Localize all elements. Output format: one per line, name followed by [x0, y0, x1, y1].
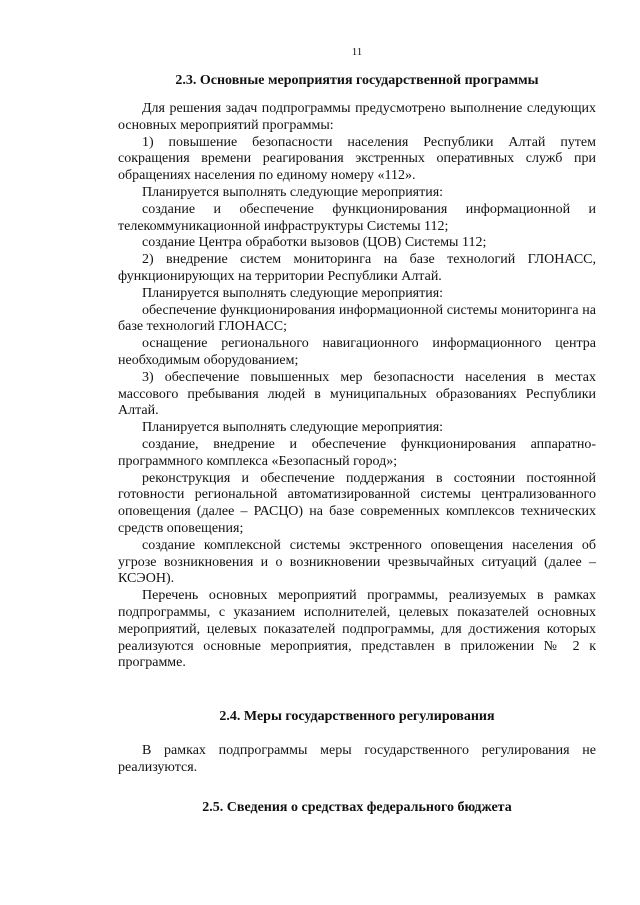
paragraph: реконструкция и обеспечение поддержания в состоянии постоянной готовности региональной автоматизированной системы централизованного оповещения (далее – РАСЦО) на базе современных комплексов технических средств оповещения;: [118, 470, 596, 536]
section-2-5-title: 2.5. Сведения о средствах федерального бюджета: [202, 800, 512, 815]
paragraph: создание комплексной системы экстренного оповещения населения об угрозе возникновения и о возникновении чрезвычайных ситуаций (далее – КСЭОН).: [118, 537, 596, 587]
section-2-3-body: [118, 101, 596, 672]
paragraph: обеспечение функционирования информационной системы мониторинга на базе технологий ГЛОНАСС;: [118, 302, 596, 335]
paragraph: Для решения задач подпрограммы предусмотрено выполнение следующих основных мероприятий программы:: [118, 101, 596, 133]
page-number: 11: [351, 46, 363, 58]
paragraph: создание, внедрение и обеспечение функционирования аппаратно-программного комплекса «Безопасный город»;: [118, 436, 596, 469]
section-2-4-body: [118, 743, 596, 777]
paragraph: Планируется выполнять следующие мероприятия:: [142, 285, 444, 301]
paragraph: 1) повышение безопасности населения Республики Алтай путем сокращения времени реагирования экстренных оперативных служб при обращениях населения по единому номеру «112».: [118, 134, 596, 184]
paragraph: создание и обеспечение функционирования информационной и телекоммуникационной инфраструктуры Системы 112;: [118, 201, 596, 234]
paragraph: В рамках подпрограммы меры государственного регулирования не реализуются.: [118, 743, 596, 775]
paragraph: оснащение регионального навигационного информационного центра необходимым оборудованием;: [118, 336, 596, 368]
paragraph: создание Центра обработки вызовов (ЦОВ) Системы 112;: [142, 235, 487, 251]
paragraph: 2) внедрение систем мониторинга на базе технологий ГЛОНАСС, функционирующих на территории Республики Алтай.: [118, 252, 596, 284]
section-2-4-title: 2.4. Меры государственного регулирования: [219, 709, 495, 724]
paragraph: Планируется выполнять следующие мероприятия:: [142, 420, 444, 436]
section-2-3-title: 2.3. Основные мероприятия государственной программы: [175, 73, 539, 88]
paragraph: 3) обеспечение повышенных мер безопасности населения в местах массового пребывания людей в муниципальных образованиях Республики Алтай.: [118, 369, 596, 419]
paragraph: Планируется выполнять следующие мероприятия:: [142, 184, 444, 200]
paragraph: Перечень основных мероприятий программы, реализуемых в рамках подпрограммы, с указанием исполнителей, целевых показателей основных мероприятий, целевых показателей подпрограммы, для достижения которых реализуются основные мероприятия, представлен в приложении № 2 к программе.: [118, 588, 596, 671]
